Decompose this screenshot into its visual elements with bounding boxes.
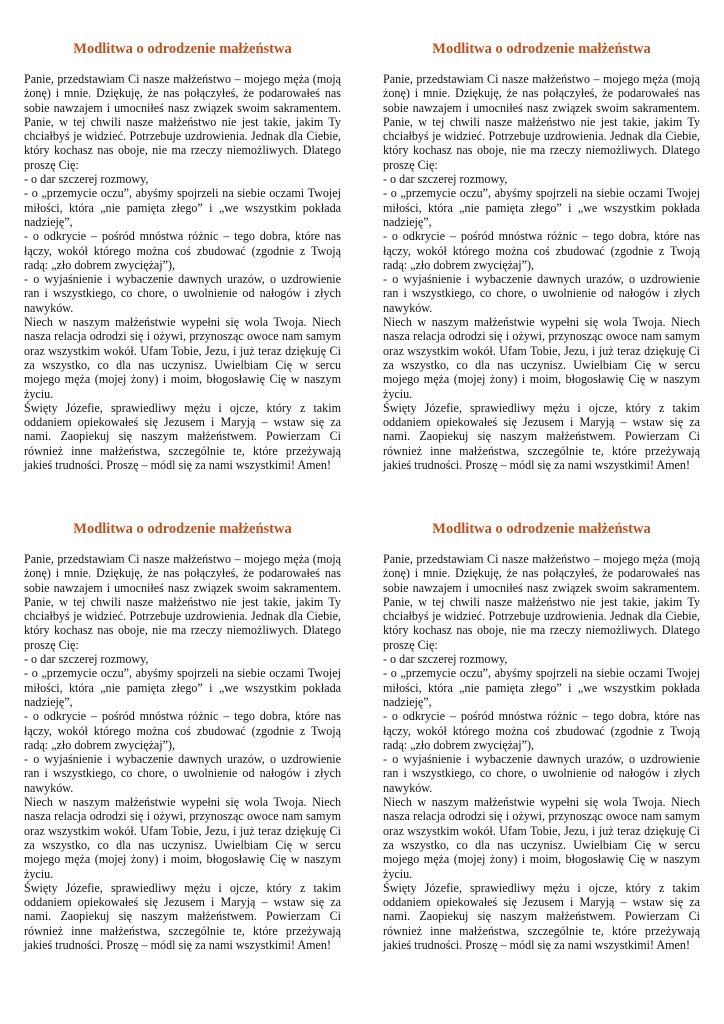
prayer-petition-2: - o „przemycie oczu”, abyśmy spojrzeli na siebie oczami Twojej miłości, która „nie pamięta złego” i „we wszystkim pokłada nadzieję”, xyxy=(24,666,341,709)
prayer-petition-2: - o „przemycie oczu”, abyśmy spojrzeli na siebie oczami Twojej miłości, która „nie pamięta złego” i „we wszystkim pokłada nadzieję”, xyxy=(24,186,341,229)
prayer-petition-3: - o odkrycie – pośród mnóstwa różnic – tego dobra, które nas łączy, wokół którego można coś zbudować (zgodnie z Twoją radą: „zło dobrem zwyciężaj”), xyxy=(24,229,341,272)
prayer-intro: Panie, przedstawiam Ci nasze małżeństwo – mojego męża (moją żonę) i mnie. Dziękuję, że nas połączyłeś, że podarowałeś nas sobie nawzajem i umocniłeś nasz związek swoim sakramentem. Panie, w tej chwili nasze małżeństwo nie jest takie, jakim Ty chciałbyś je widzieć. Potrzebuje uzdrowienia. Jednak dla Ciebie, który kochasz nas oboje, nie ma rzeczy niemożliwych. Dlatego proszę Cię: xyxy=(383,72,700,172)
prayer-card-top-left xyxy=(24,40,341,472)
prayer-intro: Panie, przedstawiam Ci nasze małżeństwo – mojego męża (moją żonę) i mnie. Dziękuję, że nas połączyłeś, że podarowałeś nas sobie nawzajem i umocniłeś nasz związek swoim sakramentem. Panie, w tej chwili nasze małżeństwo nie jest takie, jakim Ty chciałbyś je widzieć. Potrzebuje uzdrowienia. Jednak dla Ciebie, który kochasz nas oboje, nie ma rzeczy niemożliwych. Dlatego proszę Cię: xyxy=(24,552,341,652)
prayer-card-bottom-right xyxy=(383,520,700,952)
prayer-body xyxy=(383,72,700,472)
prayer-petition-1: - o dar szczerej rozmowy, xyxy=(24,172,149,187)
prayer-petition-3: - o odkrycie – pośród mnóstwa różnic – tego dobra, które nas łączy, wokół którego można coś zbudować (zgodnie z Twoją radą: „zło dobrem zwyciężaj”), xyxy=(383,229,700,272)
prayer-petition-2: - o „przemycie oczu”, abyśmy spojrzeli na siebie oczami Twojej miłości, która „nie pamięta złego” i „we wszystkim pokłada nadzieję”, xyxy=(383,186,700,229)
prayer-will: Niech w naszym małżeństwie wypełni się wola Twoja. Niech nasza relacja odrodzi się i ożywi, przynosząc owoce nam samym oraz wszystkim wokół. Ufam Tobie, Jezu, i już teraz dziękuję Ci za wszystko, co dla nas uczynisz. Uwielbiam Cię w sercu mojego męża (mojej żony) i moim, błogosławię Cię w naszym życiu. xyxy=(24,795,341,881)
prayer-body xyxy=(24,72,341,472)
prayer-title: Modlitwa o odrodzenie małżeństwa xyxy=(73,521,292,537)
prayer-title: Modlitwa o odrodzenie małżeństwa xyxy=(432,521,651,537)
prayer-will: Niech w naszym małżeństwie wypełni się wola Twoja. Niech nasza relacja odrodzi się i ożywi, przynosząc owoce nam samym oraz wszystkim wokół. Ufam Tobie, Jezu, i już teraz dziękuję Ci za wszystko, co dla nas uczynisz. Uwielbiam Cię w sercu mojego męża (mojej żony) i moim, błogosławię Cię w naszym życiu. xyxy=(383,315,700,401)
prayer-card-top-right xyxy=(383,40,700,472)
prayer-intro: Panie, przedstawiam Ci nasze małżeństwo – mojego męża (moją żonę) i mnie. Dziękuję, że nas połączyłeś, że podarowałeś nas sobie nawzajem i umocniłeś nasz związek swoim sakramentem. Panie, w tej chwili nasze małżeństwo nie jest takie, jakim Ty chciałbyś je widzieć. Potrzebuje uzdrowienia. Jednak dla Ciebie, który kochasz nas oboje, nie ma rzeczy niemożliwych. Dlatego proszę Cię: xyxy=(383,552,700,652)
prayer-petition-2: - o „przemycie oczu”, abyśmy spojrzeli na siebie oczami Twojej miłości, która „nie pamięta złego” i „we wszystkim pokłada nadzieję”, xyxy=(383,666,700,709)
prayer-will: Niech w naszym małżeństwie wypełni się wola Twoja. Niech nasza relacja odrodzi się i ożywi, przynosząc owoce nam samym oraz wszystkim wokół. Ufam Tobie, Jezu, i już teraz dziękuję Ci za wszystko, co dla nas uczynisz. Uwielbiam Cię w sercu mojego męża (mojej żony) i moim, błogosławię Cię w naszym życiu. xyxy=(383,795,700,881)
prayer-body xyxy=(24,552,341,952)
prayer-body xyxy=(383,552,700,952)
prayer-will: Niech w naszym małżeństwie wypełni się wola Twoja. Niech nasza relacja odrodzi się i ożywi, przynosząc owoce nam samym oraz wszystkim wokół. Ufam Tobie, Jezu, i już teraz dziękuję Ci za wszystko, co dla nas uczynisz. Uwielbiam Cię w sercu mojego męża (mojej żony) i moim, błogosławię Cię w naszym życiu. xyxy=(24,315,341,401)
prayer-title: Modlitwa o odrodzenie małżeństwa xyxy=(73,41,292,57)
prayer-intro: Panie, przedstawiam Ci nasze małżeństwo – mojego męża (moją żonę) i mnie. Dziękuję, że nas połączyłeś, że podarowałeś nas sobie nawzajem i umocniłeś nasz związek swoim sakramentem. Panie, w tej chwili nasze małżeństwo nie jest takie, jakim Ty chciałbyś je widzieć. Potrzebuje uzdrowienia. Jednak dla Ciebie, który kochasz nas oboje, nie ma rzeczy niemożliwych. Dlatego proszę Cię: xyxy=(24,72,341,172)
prayer-joseph: Święty Józefie, sprawiedliwy mężu i ojcze, który z takim oddaniem opiekowałeś się Jezusem i Maryją – wstaw się za nami. Zaopiekuj się naszym małżeństwem. Powierzam Ci również inne małżeństwa, szczególnie te, które przeżywają jakieś trudności. Proszę – módl się za nami wszystkimi! Amen! xyxy=(383,400,700,473)
prayer-petition-4: - o wyjaśnienie i wybaczenie dawnych urazów, o uzdrowienie ran i wszystkiego, co chore, o uwolnienie od nałogów i złych nawyków. xyxy=(383,272,700,315)
prayer-joseph: Święty Józefie, sprawiedliwy mężu i ojcze, który z takim oddaniem opiekowałeś się Jezusem i Maryją – wstaw się za nami. Zaopiekuj się naszym małżeństwem. Powierzam Ci również inne małżeństwa, szczególnie te, które przeżywają jakieś trudności. Proszę – módl się za nami wszystkimi! Amen! xyxy=(24,400,341,473)
prayer-card-bottom-left xyxy=(24,520,341,952)
prayer-petition-4: - o wyjaśnienie i wybaczenie dawnych urazów, o uzdrowienie ran i wszystkiego, co chore, o uwolnienie od nałogów i złych nawyków. xyxy=(24,272,341,315)
prayer-joseph: Święty Józefie, sprawiedliwy mężu i ojcze, który z takim oddaniem opiekowałeś się Jezusem i Maryją – wstaw się za nami. Zaopiekuj się naszym małżeństwem. Powierzam Ci również inne małżeństwa, szczególnie te, które przeżywają jakieś trudności. Proszę – módl się za nami wszystkimi! Amen! xyxy=(383,880,700,953)
prayer-title: Modlitwa o odrodzenie małżeństwa xyxy=(432,41,651,57)
prayer-petition-1: - o dar szczerej rozmowy, xyxy=(383,652,508,667)
prayer-petition-1: - o dar szczerej rozmowy, xyxy=(24,652,149,667)
prayer-petition-3: - o odkrycie – pośród mnóstwa różnic – tego dobra, które nas łączy, wokół którego można coś zbudować (zgodnie z Twoją radą: „zło dobrem zwyciężaj”), xyxy=(383,709,700,752)
prayer-petition-1: - o dar szczerej rozmowy, xyxy=(383,172,508,187)
prayer-petition-4: - o wyjaśnienie i wybaczenie dawnych urazów, o uzdrowienie ran i wszystkiego, co chore, o uwolnienie od nałogów i złych nawyków. xyxy=(383,752,700,795)
prayer-petition-4: - o wyjaśnienie i wybaczenie dawnych urazów, o uzdrowienie ran i wszystkiego, co chore, o uwolnienie od nałogów i złych nawyków. xyxy=(24,752,341,795)
prayer-petition-3: - o odkrycie – pośród mnóstwa różnic – tego dobra, które nas łączy, wokół którego można coś zbudować (zgodnie z Twoją radą: „zło dobrem zwyciężaj”), xyxy=(24,709,341,752)
prayer-joseph: Święty Józefie, sprawiedliwy mężu i ojcze, który z takim oddaniem opiekowałeś się Jezusem i Maryją – wstaw się za nami. Zaopiekuj się naszym małżeństwem. Powierzam Ci również inne małżeństwa, szczególnie te, które przeżywają jakieś trudności. Proszę – módl się za nami wszystkimi! Amen! xyxy=(24,880,341,953)
